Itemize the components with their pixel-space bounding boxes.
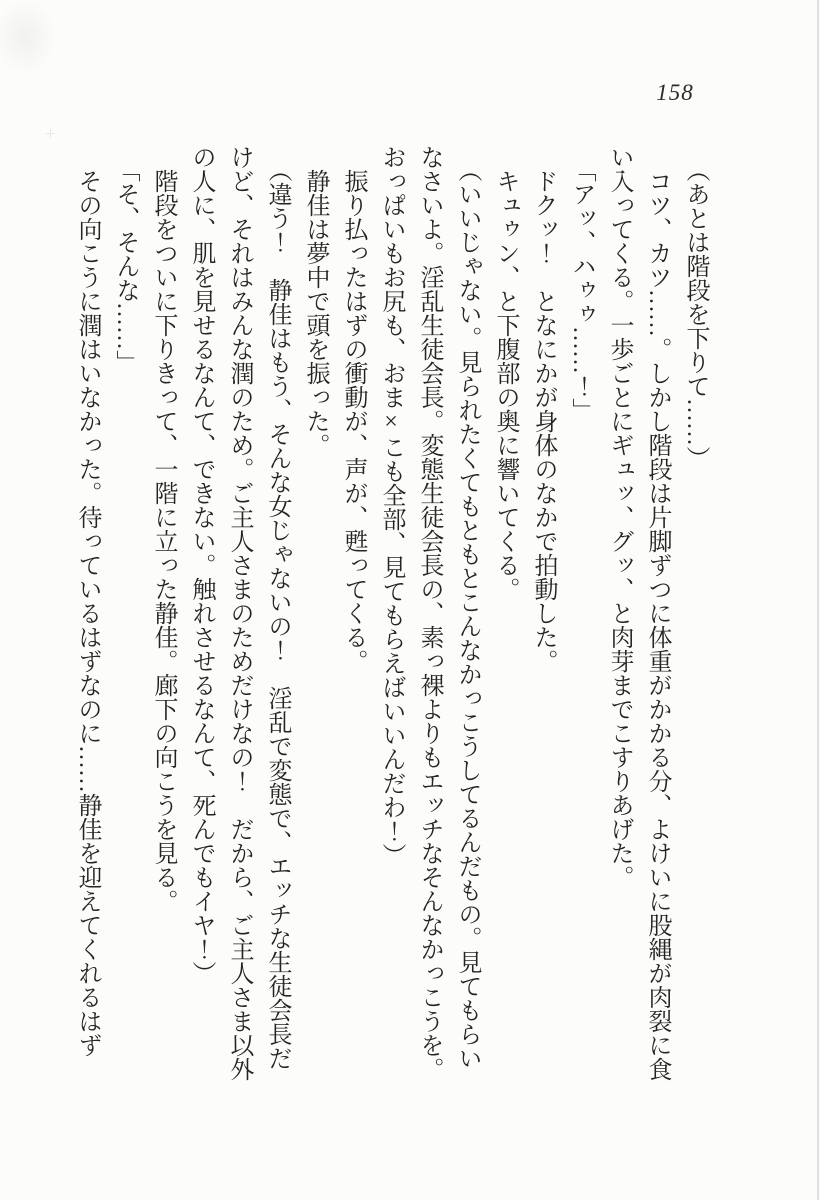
paragraph: （違う！ 静佳はもう、そんな女じゃないの！ 淫乱で変態で、エッチな生徒会長だけど、それはみんな潤のため。ご主人さまのためだけなの！ だから、ご主人さま以外の人に、肌を見せるなんて、できない。触れさせるなんて、死んでもイヤ！） (188, 145, 290, 1081)
paragraph: 「アッ、ハゥゥ……！」 (568, 158, 594, 423)
paragraph: （いいじゃない。見られたくてもともとこんなかっこうしてるんだもの。見てもらいなさいよ。淫乱生徒会長。変態生徒会長の、素っ裸よりもエッチなそんなかっこうを。おっぱいもお尻も、おま×こも全部、見てもらえばいいんだわ！） (378, 145, 480, 1081)
page-edge-line (817, 0, 819, 1200)
paragraph: 階段をついに下りきって、一階に立った静佳。廊下の向こうを見る。 (150, 169, 176, 913)
paragraph: キュゥン、と下腹部の奥に響いてくる。 (492, 169, 518, 601)
paragraph: 「そ、そんな……」 (112, 158, 138, 375)
scan-smudge (0, 0, 70, 92)
paragraph: 振り払ったはずの衝動が、声が、甦ってくる。 (340, 169, 366, 673)
body-text (68, 145, 714, 1085)
paragraph: コツ、カツ……。しかし階段は片脚ずつに体重がかかる分、よけいに股縄が肉裂に食い入ってくる。一歩ごとにギュッ、グッ、と肉芽までこすりあげた。 (606, 145, 670, 1081)
paragraph: 静佳は夢中で頭を振った。 (302, 169, 328, 457)
paragraph: その向こうに潤はいなかった。待っているはずなのに……静佳を迎えてくれるはず (74, 169, 100, 1057)
page-number: 158 (656, 80, 694, 105)
paragraph: （あとは階段を下りて……） (682, 158, 708, 471)
paragraph: ドクッ！ となにかが身体のなかで拍動した。 (530, 169, 556, 673)
scan-speck (46, 129, 55, 138)
